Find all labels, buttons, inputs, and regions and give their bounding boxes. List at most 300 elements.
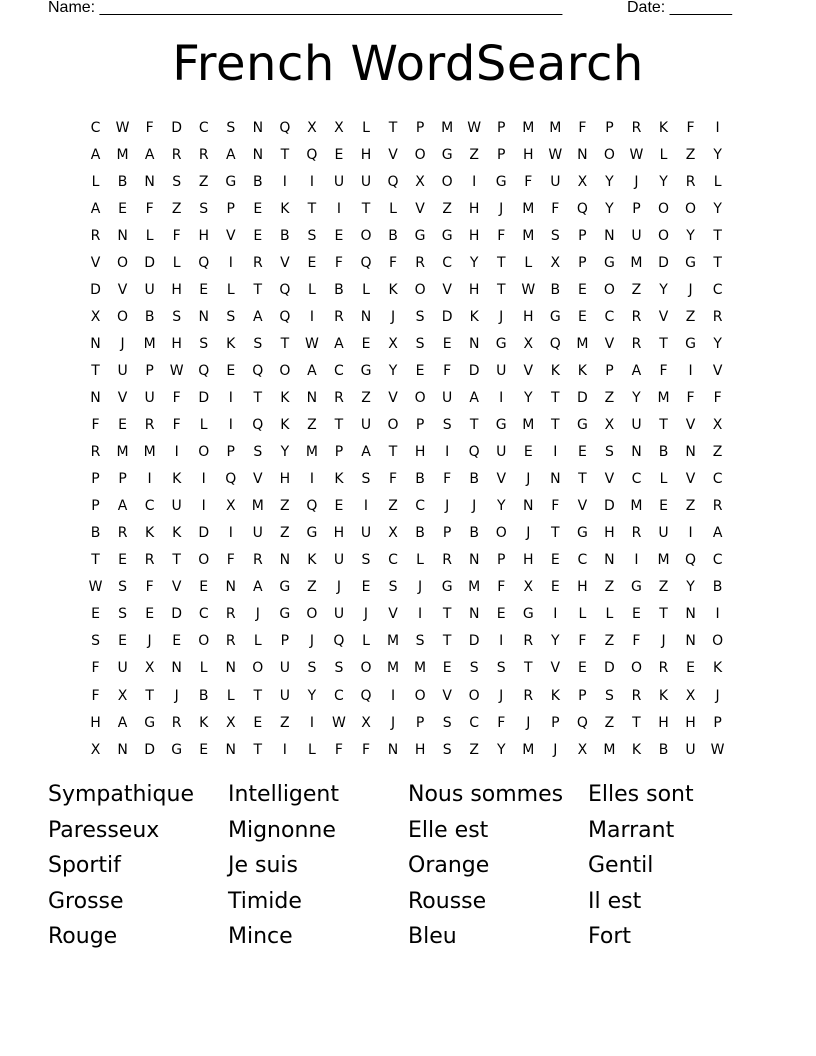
grid-letter: D xyxy=(198,525,210,542)
grid-letter: Z xyxy=(685,498,696,515)
grid-letter: Z xyxy=(280,498,290,515)
grid-letter: O xyxy=(360,660,372,677)
grid-letter: E xyxy=(334,227,344,244)
grid-letter: M xyxy=(657,552,670,569)
grid-letter: V xyxy=(442,281,452,298)
grid-letter: T xyxy=(334,417,344,434)
grid-letter: W xyxy=(467,119,482,136)
grid-letter: Z xyxy=(388,498,398,515)
name-field-line: Name: ____________________________________________________ xyxy=(48,0,563,16)
grid-letter: L xyxy=(226,281,235,298)
grid-letter: W xyxy=(548,146,563,163)
grid-letter: X xyxy=(604,417,615,434)
grid-letter: D xyxy=(144,741,155,758)
grid-letter: G xyxy=(144,714,156,731)
grid-letter: O xyxy=(685,200,697,217)
grid-letter: Z xyxy=(685,146,696,163)
grid-letter: O xyxy=(468,687,480,704)
grid-letter: I xyxy=(715,119,720,136)
grid-letter: G xyxy=(360,362,372,379)
grid-letter: V xyxy=(388,146,398,163)
grid-letter: Q xyxy=(225,471,237,488)
grid-letter: S xyxy=(226,119,236,136)
grid-letter: G xyxy=(603,254,615,271)
grid-letter: G xyxy=(631,579,642,596)
grid-letter: I xyxy=(363,498,369,515)
grid-letter: N xyxy=(685,606,696,623)
grid-letter: S xyxy=(496,660,506,677)
grid-letter: V xyxy=(171,579,182,596)
grid-letter: L xyxy=(416,552,424,569)
grid-letter: C xyxy=(90,119,101,136)
grid-letter: Z xyxy=(442,200,452,217)
grid-letter: F xyxy=(578,633,587,650)
grid-letter: T xyxy=(551,525,560,542)
grid-letter: B xyxy=(144,308,155,325)
grid-letter: T xyxy=(91,362,100,379)
grid-letter: G xyxy=(441,146,453,163)
grid-letter: G xyxy=(441,227,453,244)
grid-letter: X xyxy=(334,119,344,136)
grid-letter: R xyxy=(712,498,723,515)
grid-letter: G xyxy=(576,525,588,542)
grid-letter: I xyxy=(201,498,206,515)
grid-letter: V xyxy=(442,687,452,704)
grid-letter: U xyxy=(442,389,453,406)
grid-letter: F xyxy=(497,227,506,244)
grid-letter: R xyxy=(631,119,642,136)
grid-letter: J xyxy=(499,308,504,325)
grid-letter: K xyxy=(172,525,182,542)
grid-letter: E xyxy=(226,362,236,379)
grid-letter: U xyxy=(496,362,507,379)
grid-letter: X xyxy=(523,335,534,352)
grid-letter: R xyxy=(171,714,182,731)
grid-letter: X xyxy=(523,579,534,596)
grid-letter: X xyxy=(361,714,371,731)
grid-letter: N xyxy=(685,633,696,650)
grid-letter: W xyxy=(629,146,644,163)
grid-letter: T xyxy=(307,200,317,217)
grid-letter: Q xyxy=(252,362,264,379)
grid-letter: V xyxy=(117,389,128,406)
word-list-item: Mignonne xyxy=(228,817,336,843)
grid-letter: L xyxy=(91,173,100,190)
grid-letter: T xyxy=(253,389,263,406)
grid-letter: V xyxy=(550,660,561,677)
word-list-item: Gentil xyxy=(588,853,654,878)
grid-letter: B xyxy=(388,227,398,244)
grid-letter: E xyxy=(307,254,317,271)
grid-letter: L xyxy=(659,146,668,163)
grid-letter: Z xyxy=(604,579,615,596)
grid-letter: B xyxy=(415,525,425,542)
grid-letter: J xyxy=(336,579,342,596)
grid-letter: B xyxy=(117,173,128,190)
grid-row xyxy=(82,114,731,141)
grid-letter: N xyxy=(523,498,534,515)
grid-letter: W xyxy=(710,741,725,758)
grid-letter: L xyxy=(145,227,154,244)
grid-letter: J xyxy=(363,606,369,623)
grid-letter: I xyxy=(472,173,477,190)
grid-letter: E xyxy=(442,335,452,352)
grid-letter: J xyxy=(715,687,720,704)
grid-letter: C xyxy=(388,552,398,569)
grid-letter: Z xyxy=(631,281,642,298)
grid-letter: H xyxy=(577,579,588,596)
grid-letter: E xyxy=(118,200,127,217)
grid-letter: Z xyxy=(685,308,696,325)
grid-letter: P xyxy=(415,417,425,434)
grid-letter: C xyxy=(631,471,642,488)
grid-letter: S xyxy=(334,660,344,677)
grid-letter: J xyxy=(499,687,504,704)
grid-letter: V xyxy=(604,471,615,488)
grid-letter: J xyxy=(472,498,477,515)
grid-letter: X xyxy=(225,714,236,731)
grid-letter: N xyxy=(225,660,236,677)
grid-letter: P xyxy=(578,254,587,271)
grid-letter: J xyxy=(553,741,558,758)
grid-letter: S xyxy=(91,633,100,650)
grid-letter: V xyxy=(388,606,398,623)
grid-letter: T xyxy=(523,660,533,677)
grid-letter: L xyxy=(199,660,208,677)
grid-letter: F xyxy=(551,498,560,515)
word-list-item: Intelligent xyxy=(228,782,339,807)
grid-letter: E xyxy=(334,498,344,515)
grid-letter: E xyxy=(118,417,127,434)
grid-letter: X xyxy=(415,173,425,190)
grid-letter: E xyxy=(91,606,100,623)
grid-letter: S xyxy=(442,741,452,758)
grid-letter: H xyxy=(333,525,345,542)
grid-letter: X xyxy=(577,741,588,758)
grid-letter: V xyxy=(388,389,398,406)
grid-letter: E xyxy=(253,714,263,731)
grid-letter: N xyxy=(171,660,182,677)
grid-letter: L xyxy=(172,254,181,271)
grid-letter: F xyxy=(91,687,100,704)
grid-letter: V xyxy=(225,227,236,244)
grid-letter: A xyxy=(253,308,263,325)
grid-letter: N xyxy=(631,444,642,461)
grid-letter: P xyxy=(280,633,290,650)
grid-letter: G xyxy=(279,579,291,596)
grid-letter: S xyxy=(415,308,425,325)
word-list xyxy=(48,780,768,958)
grid-row xyxy=(82,520,731,547)
grid-letter: T xyxy=(91,552,100,569)
grid-letter: V xyxy=(280,254,290,271)
grid-letter: G xyxy=(279,606,291,623)
grid-letter: A xyxy=(90,146,101,163)
grid-letter: X xyxy=(225,498,236,515)
grid-letter: J xyxy=(418,579,423,596)
grid-letter: M xyxy=(603,741,616,758)
grid-letter: U xyxy=(685,741,696,758)
grid-letter: T xyxy=(280,335,290,352)
grid-letter: P xyxy=(497,146,506,163)
grid-letter: L xyxy=(226,687,235,704)
page-title: French WordSearch xyxy=(172,36,644,92)
grid-letter: A xyxy=(117,498,128,515)
grid-row xyxy=(82,249,731,276)
grid-letter: D xyxy=(441,308,453,325)
grid-letter: I xyxy=(309,173,314,190)
grid-letter: R xyxy=(631,335,642,352)
grid-letter: V xyxy=(496,471,507,488)
grid-letter: I xyxy=(688,525,693,542)
grid-letter: E xyxy=(361,335,371,352)
grid-letter: C xyxy=(334,687,344,704)
grid-letter: Q xyxy=(333,633,345,650)
grid-letter: I xyxy=(228,254,233,271)
grid-letter: G xyxy=(171,741,183,758)
grid-letter: N xyxy=(225,579,236,596)
grid-letter: A xyxy=(334,335,344,352)
grid-letter: Q xyxy=(468,444,480,461)
grid-letter: G xyxy=(306,525,318,542)
grid-letter: O xyxy=(414,389,426,406)
grid-letter: Y xyxy=(523,389,533,406)
grid-letter: M xyxy=(576,335,589,352)
grid-letter: Q xyxy=(576,200,588,217)
grid-letter: G xyxy=(441,579,453,596)
grid-letter: D xyxy=(171,606,183,623)
grid-letter: R xyxy=(631,687,642,704)
grid-letter: S xyxy=(307,227,317,244)
grid-letter: T xyxy=(551,417,560,434)
grid-letter: V xyxy=(253,471,263,488)
grid-letter: A xyxy=(307,362,317,379)
grid-letter: B xyxy=(90,525,101,542)
grid-letter: X xyxy=(388,525,398,542)
grid-letter: H xyxy=(279,471,291,488)
grid-letter: N xyxy=(604,227,615,244)
grid-letter: K xyxy=(280,200,290,217)
grid-letter: H xyxy=(198,227,209,244)
grid-letter: T xyxy=(496,254,506,271)
grid-letter: N xyxy=(225,741,236,758)
grid-letter: H xyxy=(360,146,372,163)
grid-letter: I xyxy=(499,389,504,406)
grid-letter: U xyxy=(117,660,128,677)
grid-letter: V xyxy=(685,417,696,434)
grid-letter: S xyxy=(361,552,371,569)
grid-letter: C xyxy=(712,281,723,298)
grid-letter: X xyxy=(90,741,101,758)
grid-letter: M xyxy=(386,660,400,677)
grid-letter: U xyxy=(252,525,263,542)
grid-letter: U xyxy=(360,525,372,542)
word-list-item: Rousse xyxy=(408,888,487,914)
grid-letter: Y xyxy=(605,200,614,217)
grid-letter: F xyxy=(443,362,452,379)
grid-letter: N xyxy=(117,227,128,244)
grid-letter: P xyxy=(145,362,154,379)
grid-letter: X xyxy=(388,335,398,352)
grid-letter: O xyxy=(360,227,372,244)
grid-letter: S xyxy=(442,417,452,434)
grid-letter: O xyxy=(414,281,426,298)
grid-letter: E xyxy=(415,362,425,379)
grid-letter: O xyxy=(387,417,399,434)
grid-letter: P xyxy=(91,471,100,488)
grid-letter: O xyxy=(306,606,318,623)
grid-letter: A xyxy=(90,200,101,217)
grid-letter: K xyxy=(631,741,642,758)
grid-letter: S xyxy=(415,633,425,650)
grid-letter: I xyxy=(282,741,287,758)
grid-letter: I xyxy=(228,525,233,542)
grid-letter: A xyxy=(469,389,479,406)
grid-letter: Z xyxy=(604,389,615,406)
grid-letter: E xyxy=(199,741,209,758)
grid-letter: J xyxy=(390,308,396,325)
grid-letter: R xyxy=(144,417,155,434)
word-list-item: Grosse xyxy=(48,888,124,914)
grid-letter: H xyxy=(468,281,480,298)
grid-letter: V xyxy=(90,254,101,271)
grid-letter: Y xyxy=(632,389,641,406)
grid-letter: V xyxy=(658,308,669,325)
grid-letter: L xyxy=(307,741,316,758)
grid-letter: G xyxy=(495,417,507,434)
grid-letter: N xyxy=(468,606,480,623)
grid-letter: O xyxy=(279,362,291,379)
grid-letter: P xyxy=(605,362,614,379)
grid-letter: U xyxy=(333,606,345,623)
grid-letter: R xyxy=(631,525,642,542)
grid-letter: R xyxy=(712,308,723,325)
grid-letter: M xyxy=(549,119,562,136)
grid-letter: K xyxy=(199,714,209,731)
grid-letter: T xyxy=(280,146,290,163)
grid-letter: U xyxy=(658,525,669,542)
grid-letter: T xyxy=(253,741,263,758)
grid-letter: L xyxy=(362,281,370,298)
grid-letter: L xyxy=(605,606,614,623)
grid-letter: T xyxy=(659,335,668,352)
grid-letter: P xyxy=(713,714,722,731)
grid-letter: W xyxy=(88,579,103,596)
grid-letter: C xyxy=(712,552,723,569)
grid-letter: R xyxy=(144,552,155,569)
grid-letter: D xyxy=(468,633,480,650)
grid-letter: R xyxy=(334,308,344,325)
grid-letter: E xyxy=(632,606,641,623)
grid-letter: N xyxy=(604,552,615,569)
grid-letter: Z xyxy=(307,579,317,596)
grid-letter: N xyxy=(90,389,101,406)
grid-letter: T xyxy=(172,552,181,569)
grid-letter: O xyxy=(252,660,264,677)
grid-letter: A xyxy=(361,444,371,461)
grid-letter: Q xyxy=(549,335,561,352)
grid-letter: U xyxy=(550,173,561,190)
grid-letter: N xyxy=(360,308,372,325)
grid-letter: P xyxy=(226,200,235,217)
grid-letter: B xyxy=(253,173,263,190)
grid-letter: I xyxy=(553,606,558,623)
grid-letter: I xyxy=(309,714,314,731)
grid-letter: L xyxy=(307,281,316,298)
grid-letter: B xyxy=(658,741,669,758)
grid-letter: O xyxy=(657,200,670,217)
grid-letter: Q xyxy=(198,362,210,379)
grid-letter: S xyxy=(361,471,371,488)
grid-letter: F xyxy=(497,714,506,731)
grid-letter: I xyxy=(228,389,233,406)
grid-letter: Y xyxy=(686,227,695,244)
grid-letter: M xyxy=(386,633,400,650)
grid-letter: O xyxy=(712,633,724,650)
grid-letter: Q xyxy=(252,417,264,434)
grid-letter: H xyxy=(171,281,182,298)
grid-letter: N xyxy=(117,741,128,758)
grid-letter: H xyxy=(468,200,480,217)
grid-letter: N xyxy=(468,335,480,352)
grid-row xyxy=(82,574,731,601)
grid-letter: O xyxy=(495,525,507,542)
grid-letter: R xyxy=(415,254,425,271)
grid-letter: H xyxy=(523,146,534,163)
grid-letter: N xyxy=(577,146,588,163)
grid-letter: C xyxy=(712,471,723,488)
grid-letter: M xyxy=(468,579,481,596)
grid-row xyxy=(82,601,731,628)
grid-letter: I xyxy=(174,444,179,461)
grid-letter: D xyxy=(90,281,101,298)
grid-letter: J xyxy=(390,714,396,731)
grid-letter: X xyxy=(144,660,155,677)
grid-letter: C xyxy=(198,606,209,623)
grid-letter: R xyxy=(225,633,236,650)
grid-letter: T xyxy=(469,417,479,434)
grid-letter: T xyxy=(388,444,398,461)
grid-letter: J xyxy=(661,633,666,650)
grid-letter: Y xyxy=(659,281,668,298)
grid-letter: T xyxy=(145,687,154,704)
grid-row xyxy=(82,357,731,384)
grid-letter: P xyxy=(226,444,235,461)
grid-letter: G xyxy=(495,335,507,352)
grid-letter: M xyxy=(657,389,670,406)
grid-letter: E xyxy=(577,308,587,325)
grid-letter: X xyxy=(685,687,696,704)
grid-letter: Z xyxy=(469,741,479,758)
grid-letter: G xyxy=(225,173,237,190)
grid-letter: T xyxy=(551,389,560,406)
grid-letter: T xyxy=(713,254,722,271)
grid-letter: E xyxy=(442,660,452,677)
grid-letter: I xyxy=(282,173,287,190)
grid-letter: F xyxy=(659,362,668,379)
grid-letter: K xyxy=(658,119,669,136)
grid-row xyxy=(82,222,731,249)
grid-letter: U xyxy=(631,227,642,244)
grid-letter: S xyxy=(172,173,182,190)
grid-letter: M xyxy=(251,498,264,515)
grid-letter: A xyxy=(144,146,155,163)
grid-row xyxy=(82,195,731,222)
grid-letter: I xyxy=(336,200,342,217)
grid-letter: H xyxy=(685,714,696,731)
grid-letter: Y xyxy=(469,254,479,271)
grid-letter: F xyxy=(497,579,506,596)
